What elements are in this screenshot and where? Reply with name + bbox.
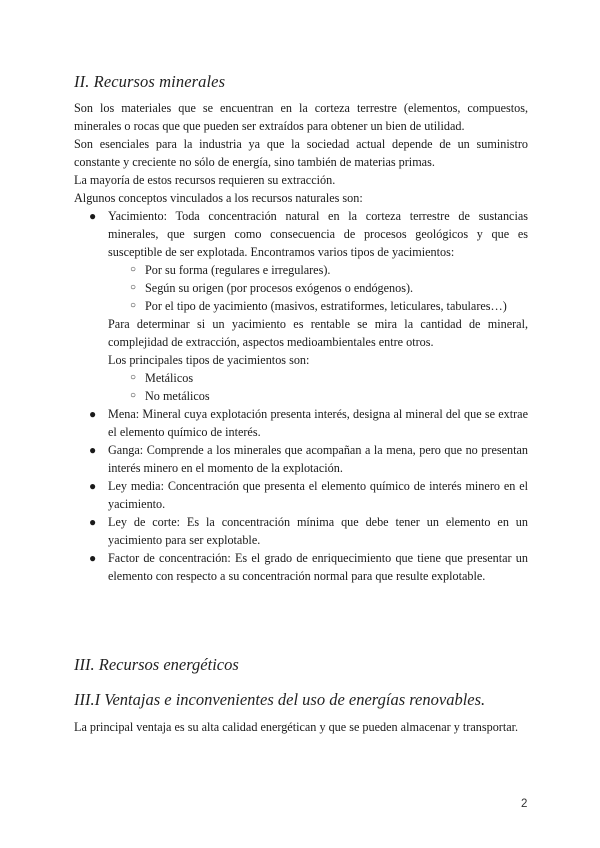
bullet-icon: ● bbox=[89, 515, 97, 529]
bullet-icon: ● bbox=[89, 443, 97, 457]
paragraph: Son esenciales para la industria ya que la sociedad actual depende de un suministro constante y creciente no sólo de energía, sino también de materias primas. bbox=[74, 137, 528, 169]
list-item-note: Los principales tipos de yacimientos son: bbox=[108, 353, 310, 367]
bullet-icon: ● bbox=[89, 479, 97, 493]
paragraph: Son los materiales que se encuentran en la corteza terrestre (elementos, compuestos, minerales o rocas que que pueden ser extraídos para obtener un bien de utilidad. bbox=[74, 101, 528, 133]
concept-list bbox=[74, 207, 528, 585]
list-item-text: Mena: Mineral cuya explotación presenta interés, designa al mineral del que se extrae el elemento químico de interés. bbox=[108, 407, 528, 439]
list-item bbox=[74, 441, 528, 477]
list-item bbox=[74, 405, 528, 441]
list-item bbox=[74, 477, 528, 513]
bullet-icon: ● bbox=[89, 551, 97, 565]
sub-list-item bbox=[108, 297, 528, 315]
bullet-icon: ● bbox=[89, 209, 97, 223]
sub-list bbox=[108, 261, 528, 315]
sub-list-item bbox=[108, 387, 528, 405]
paragraph: La principal ventaja es su alta calidad energétican y que se pueden almacenar y transportar. bbox=[74, 720, 519, 734]
circle-bullet-icon: ○ bbox=[130, 372, 137, 383]
section-title: II. Recursos minerales bbox=[74, 72, 226, 91]
list-item bbox=[74, 549, 528, 585]
sub-list bbox=[108, 369, 528, 405]
list-item-text: Ganga: Comprende a los minerales que acompañan a la mena, pero que no presentan interés minero en el momento de la explotación. bbox=[108, 443, 528, 475]
subsection-title: III.I Ventajas e inconvenientes del uso de energías renovables. bbox=[74, 690, 486, 709]
sub-list-item-text: Por su forma (regulares e irregulares). bbox=[145, 263, 331, 277]
sub-list-item bbox=[108, 369, 528, 387]
sub-list-item-text: Metálicos bbox=[145, 371, 194, 385]
sub-list-item bbox=[108, 279, 528, 297]
list-item-yacimiento bbox=[74, 207, 528, 405]
list-item-text: Factor de concentración: Es el grado de enriquecimiento que tiene que presentar un elemento con respecto a su concentración normal para que resulte explotable. bbox=[108, 551, 528, 583]
page-number: 2 bbox=[521, 798, 528, 810]
sub-list-item-text: Por el tipo de yacimiento (masivos, estratiformes, leticulares, tabulares…) bbox=[145, 299, 507, 313]
circle-bullet-icon: ○ bbox=[130, 390, 137, 401]
section-body bbox=[74, 99, 528, 585]
list-item-text: Yacimiento: Toda concentración natural en la corteza terrestre de sustancias minerales, que surgen como consecuencia de procesos geológicos y que es susceptible de ser explotada. Encontramos varios tipos de yacimientos: bbox=[108, 209, 528, 259]
paragraph: Algunos conceptos vinculados a los recursos naturales son: bbox=[74, 191, 363, 205]
paragraph: La mayoría de estos recursos requieren su extracción. bbox=[74, 173, 336, 187]
list-item-note: Para determinar si un yacimiento es rentable se mira la cantidad de mineral, complejidad de extracción, aspectos medioambientales entre otros. bbox=[108, 317, 528, 349]
sub-list-item bbox=[108, 261, 528, 279]
section-title: III. Recursos energéticos bbox=[74, 655, 239, 674]
list-item bbox=[74, 513, 528, 549]
circle-bullet-icon: ○ bbox=[130, 300, 137, 311]
circle-bullet-icon: ○ bbox=[130, 264, 137, 275]
list-item-text: Ley media: Concentración que presenta el elemento químico de interés minero en el yacimiento. bbox=[108, 479, 528, 511]
sub-list-item-text: Según su origen (por procesos exógenos o endógenos). bbox=[145, 281, 414, 295]
sub-list-item-text: No metálicos bbox=[145, 389, 210, 403]
circle-bullet-icon: ○ bbox=[130, 282, 137, 293]
list-item-text: Ley de corte: Es la concentración mínima que debe tener un elemento en un yacimiento para ser explotable. bbox=[108, 515, 528, 547]
bullet-icon: ● bbox=[89, 407, 97, 421]
